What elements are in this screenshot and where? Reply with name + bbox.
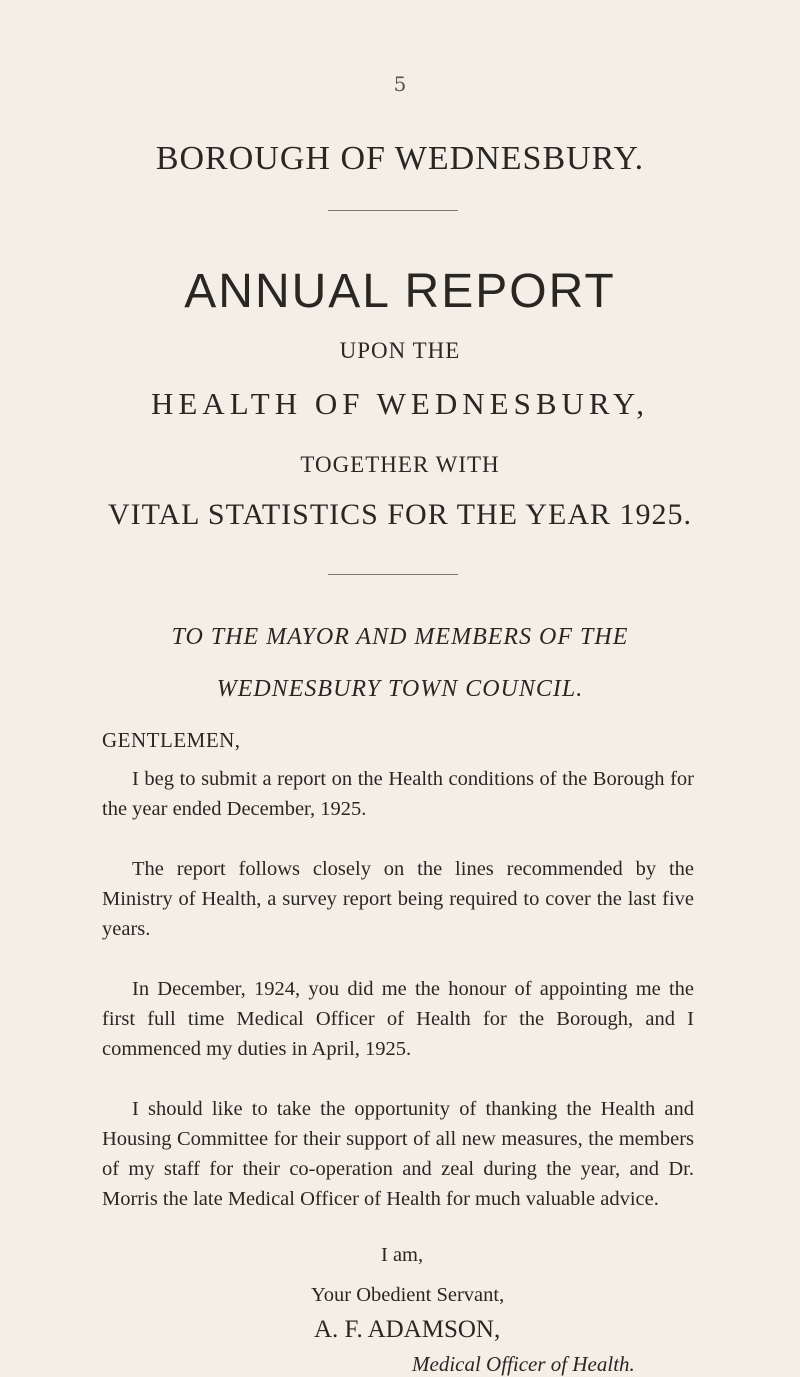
report-title: ANNUAL REPORT xyxy=(184,265,616,318)
paragraph: I beg to submit a report on the Health conditions of the Borough for the year ended December, 1925. xyxy=(102,768,694,820)
divider-rule xyxy=(328,210,458,211)
closing-line-2: Your Obedient Servant, xyxy=(311,1284,505,1306)
paragraph: I should like to take the opportunity of thanking the Health and Housing Committee for their support of all new measures, the members of my staff for their co-operation and zeal during the year, and Dr. Morris the late Medical Officer of Health for much valuable advice. xyxy=(102,1098,694,1210)
address-line-1: TO THE MAYOR AND MEMBERS OF THE xyxy=(171,624,629,650)
subtitle-vital-statistics: VITAL STATISTICS FOR THE YEAR 1925. xyxy=(107,498,693,531)
paragraph: In December, 1924, you did me the honour of appointing me the first full time Medical Officer of Health for the Borough, and I commenced my duties in April, 1925. xyxy=(102,978,694,1060)
subtitle-upon-the: UPON THE xyxy=(339,338,461,363)
page-number: 5 xyxy=(393,72,407,96)
address-line-2: WEDNESBURY TOWN COUNCIL. xyxy=(216,676,584,702)
closing-line-1: I am, xyxy=(381,1244,424,1266)
subtitle-together-with: TOGETHER WITH xyxy=(300,452,500,477)
salutation: GENTLEMEN, xyxy=(102,728,241,752)
signature-name: A. F. ADAMSON, xyxy=(314,1316,501,1343)
signature-title: Medical Officer of Health. xyxy=(412,1352,635,1376)
subtitle-health-of: HEALTH OF WEDNESBURY, xyxy=(150,386,649,421)
borough-title: BOROUGH OF WEDNESBURY. xyxy=(155,140,645,177)
divider-rule xyxy=(328,574,458,575)
paragraph: The report follows closely on the lines recommended by the Ministry of Health, a survey report being required to cover the last five years. xyxy=(102,858,694,940)
